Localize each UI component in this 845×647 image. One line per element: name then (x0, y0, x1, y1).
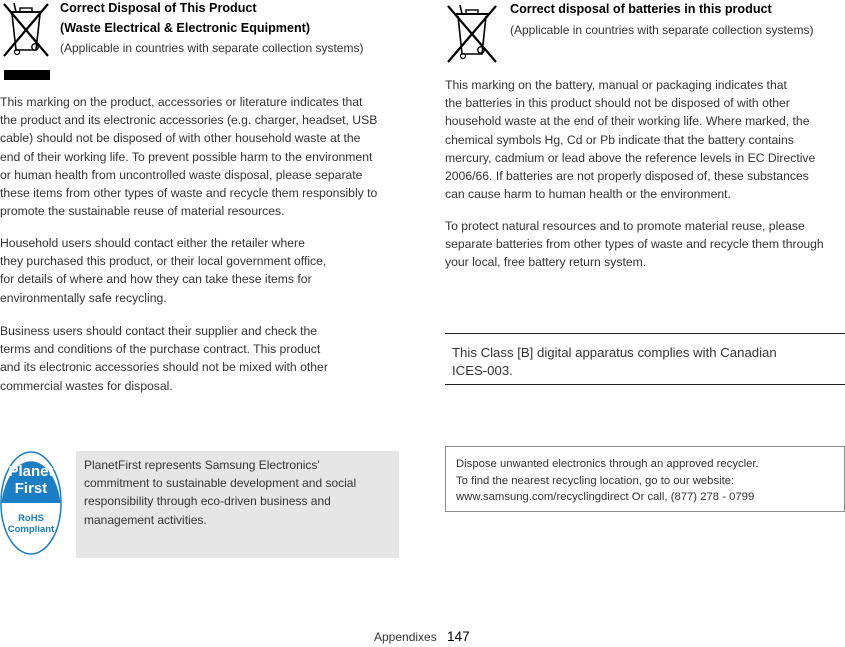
weee-title-line1: Correct Disposal of This Product (60, 1, 257, 15)
ices-top-rule (445, 333, 845, 334)
planetfirst-logo-word1: Planet (8, 463, 54, 480)
planetfirst-text: PlanetFirst represents Samsung Electronics' commitment to sustainable development and social responsibility through eco-driven business and management activities. (84, 458, 357, 527)
footer-page-number: 147 (447, 629, 470, 644)
weee-subtitle: (Applicable in countries with separate collection systems) (60, 41, 364, 55)
battery-paragraph-1: This marking on the battery, manual or packaging indicates that the batteries in this product should not be disposed of with other household waste at the end of their working life. Where marked, the chemical symbols Hg, Cd or Pb indicate that the battery contains mercury, cadmium or lead above the reference levels in EC Directive 2006/66. If batteries are not properly disposed of, these substances can cause harm to human health or the environment. (445, 78, 816, 202)
planetfirst-logo-word2: First (14, 480, 48, 497)
battery-title: Correct disposal of batteries in this product (510, 2, 772, 16)
battery-subtitle: (Applicable in countries with separate collection systems) (510, 23, 814, 37)
solid-bar-mark (4, 70, 50, 80)
rohs-badge-line1: RoHS (18, 513, 44, 524)
rohs-badge-line2: Compliant (7, 524, 55, 535)
battery-paragraph-2: To protect natural resources and to promote material reuse, please separate batteries from other types of waste and recycle them through your local, free battery return system. (445, 219, 824, 270)
crossed-bin-icon (0, 0, 52, 60)
recycle-info-box (445, 446, 845, 512)
weee-title-line2: (Waste Electrical & Electronic Equipment) (60, 21, 311, 35)
recycle-text: Dispose unwanted electronics through an approved recycler. To find the nearest recycling location, go to our website: www.samsung.com/recyclingdirect Or call, (877) 278 - 0799 (456, 458, 759, 504)
weee-paragraph-1: This marking on the product, accessories or literature indicates that the product and its electronic accessories (e.g. charger, headset, USB cable) should not be disposed of with other household waste at the end of their working life. To prevent possible harm to the environment or human health from uncontrolled waste disposal, please separate these items from other types of waste and recycle them responsibly to promote the sustainable reuse of material resources. (0, 95, 378, 219)
planetfirst-info-box (76, 451, 399, 558)
ices-notice: This Class [B] digital apparatus complies with Canadian ICES-003. (452, 345, 777, 378)
ices-bottom-rule (445, 384, 845, 385)
weee-paragraph-2: Household users should contact either the retailer where they purchased this product, or their local government office, for details of where and how they can take these items for environmentally safe recycling. (0, 236, 327, 305)
crossed-battery-bin-icon (444, 0, 500, 66)
footer-section-label: Appendixes (374, 630, 437, 644)
weee-paragraph-3: Business users should contact their supplier and check the terms and conditions of the purchase contract. This product and its electronic accessories should not be mixed with other commercial wastes for disposal. (0, 324, 328, 393)
planetfirst-logo (0, 451, 62, 555)
